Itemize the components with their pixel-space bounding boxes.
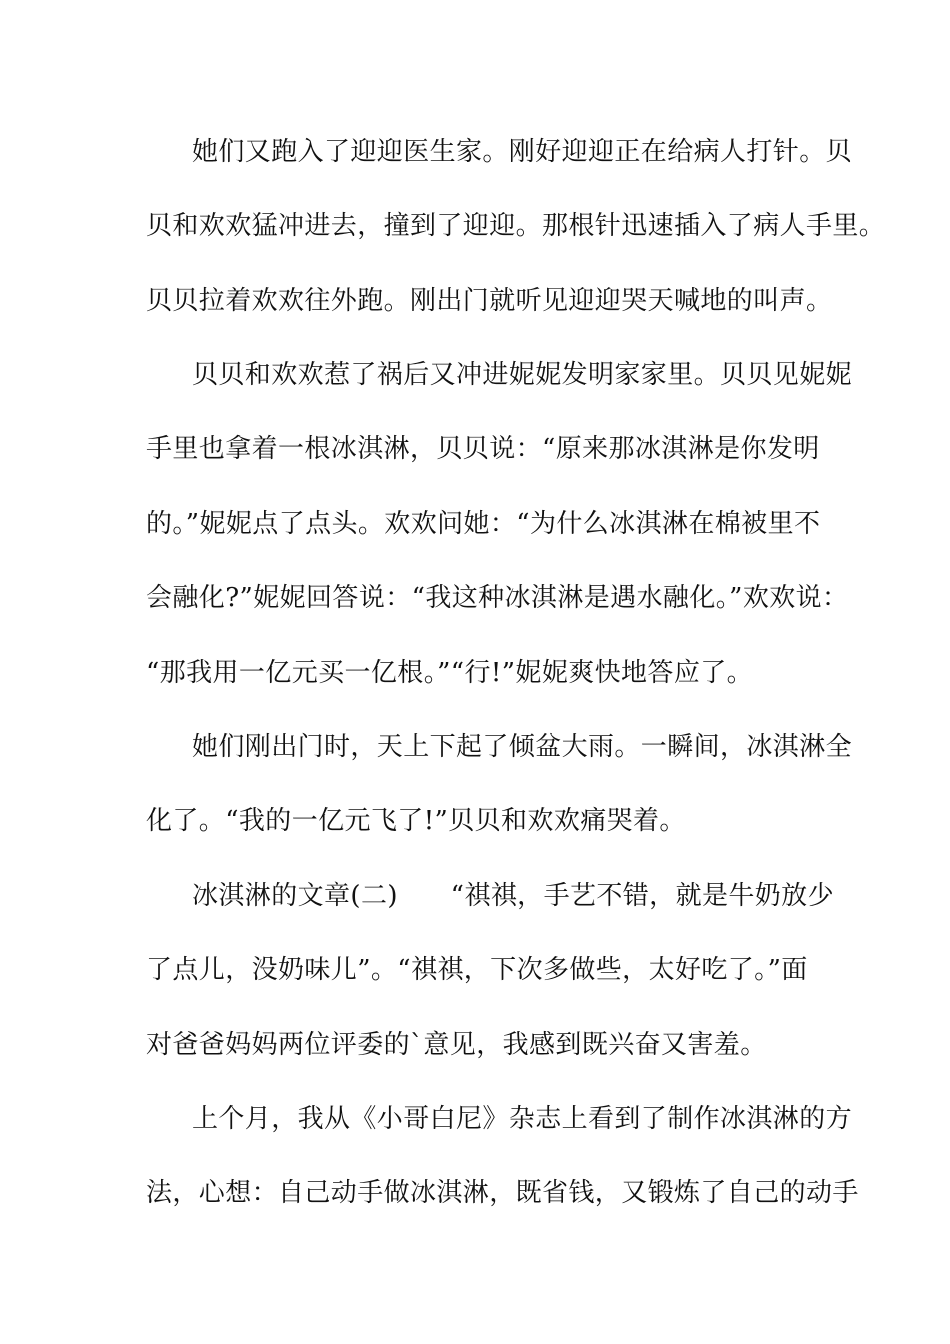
- text-line: 冰淇淋的文章(二) “祺祺，手艺不错，就是牛奶放少: [192, 881, 834, 911]
- text-line: 化了。“我的一亿元飞了!”贝贝和欢欢痛哭着。: [146, 806, 686, 836]
- text-line: 贝和欢欢猛冲进去，撞到了迎迎。那根针迅速插入了病人手里。: [146, 211, 886, 241]
- text-line: 法，心想：自己动手做冰淇淋，既省钱，又锻炼了自己的动手: [146, 1178, 859, 1208]
- text-line: 的。”妮妮点了点头。欢欢问她：“为什么冰淇淋在棉被里不: [146, 509, 821, 539]
- text-line: 她们刚出门时，天上下起了倾盆大雨。一瞬间，冰淇淋全: [192, 732, 853, 762]
- text-line: 她们又跑入了迎迎医生家。刚好迎迎正在给病人打针。贝: [192, 137, 853, 167]
- text-line: 上个月，我从《小哥白尼》杂志上看到了制作冰淇淋的方: [192, 1104, 853, 1134]
- text-line: 贝贝拉着欢欢往外跑。刚出门就听见迎迎哭天喊地的叫声。: [146, 286, 833, 316]
- text-line: 了点儿，没奶味儿”。“祺祺，下次多做些，太好吃了。”面: [146, 955, 808, 985]
- text-line: 贝贝和欢欢惹了祸后又冲进妮妮发明家家里。贝贝见妮妮: [192, 360, 853, 390]
- text-line: 会融化?”妮妮回答说：“我这种冰淇淋是遇水融化。”欢欢说：: [146, 583, 849, 613]
- text-line: 对爸爸妈妈两位评委的`意见，我感到既兴奋又害羞。: [146, 1030, 767, 1060]
- text-line: 手里也拿着一根冰淇淋，贝贝说：“原来那冰淇淋是你发明: [146, 434, 820, 464]
- text-line: “那我用一亿元买一亿根。”“行!”妮妮爽快地答应了。: [146, 658, 754, 688]
